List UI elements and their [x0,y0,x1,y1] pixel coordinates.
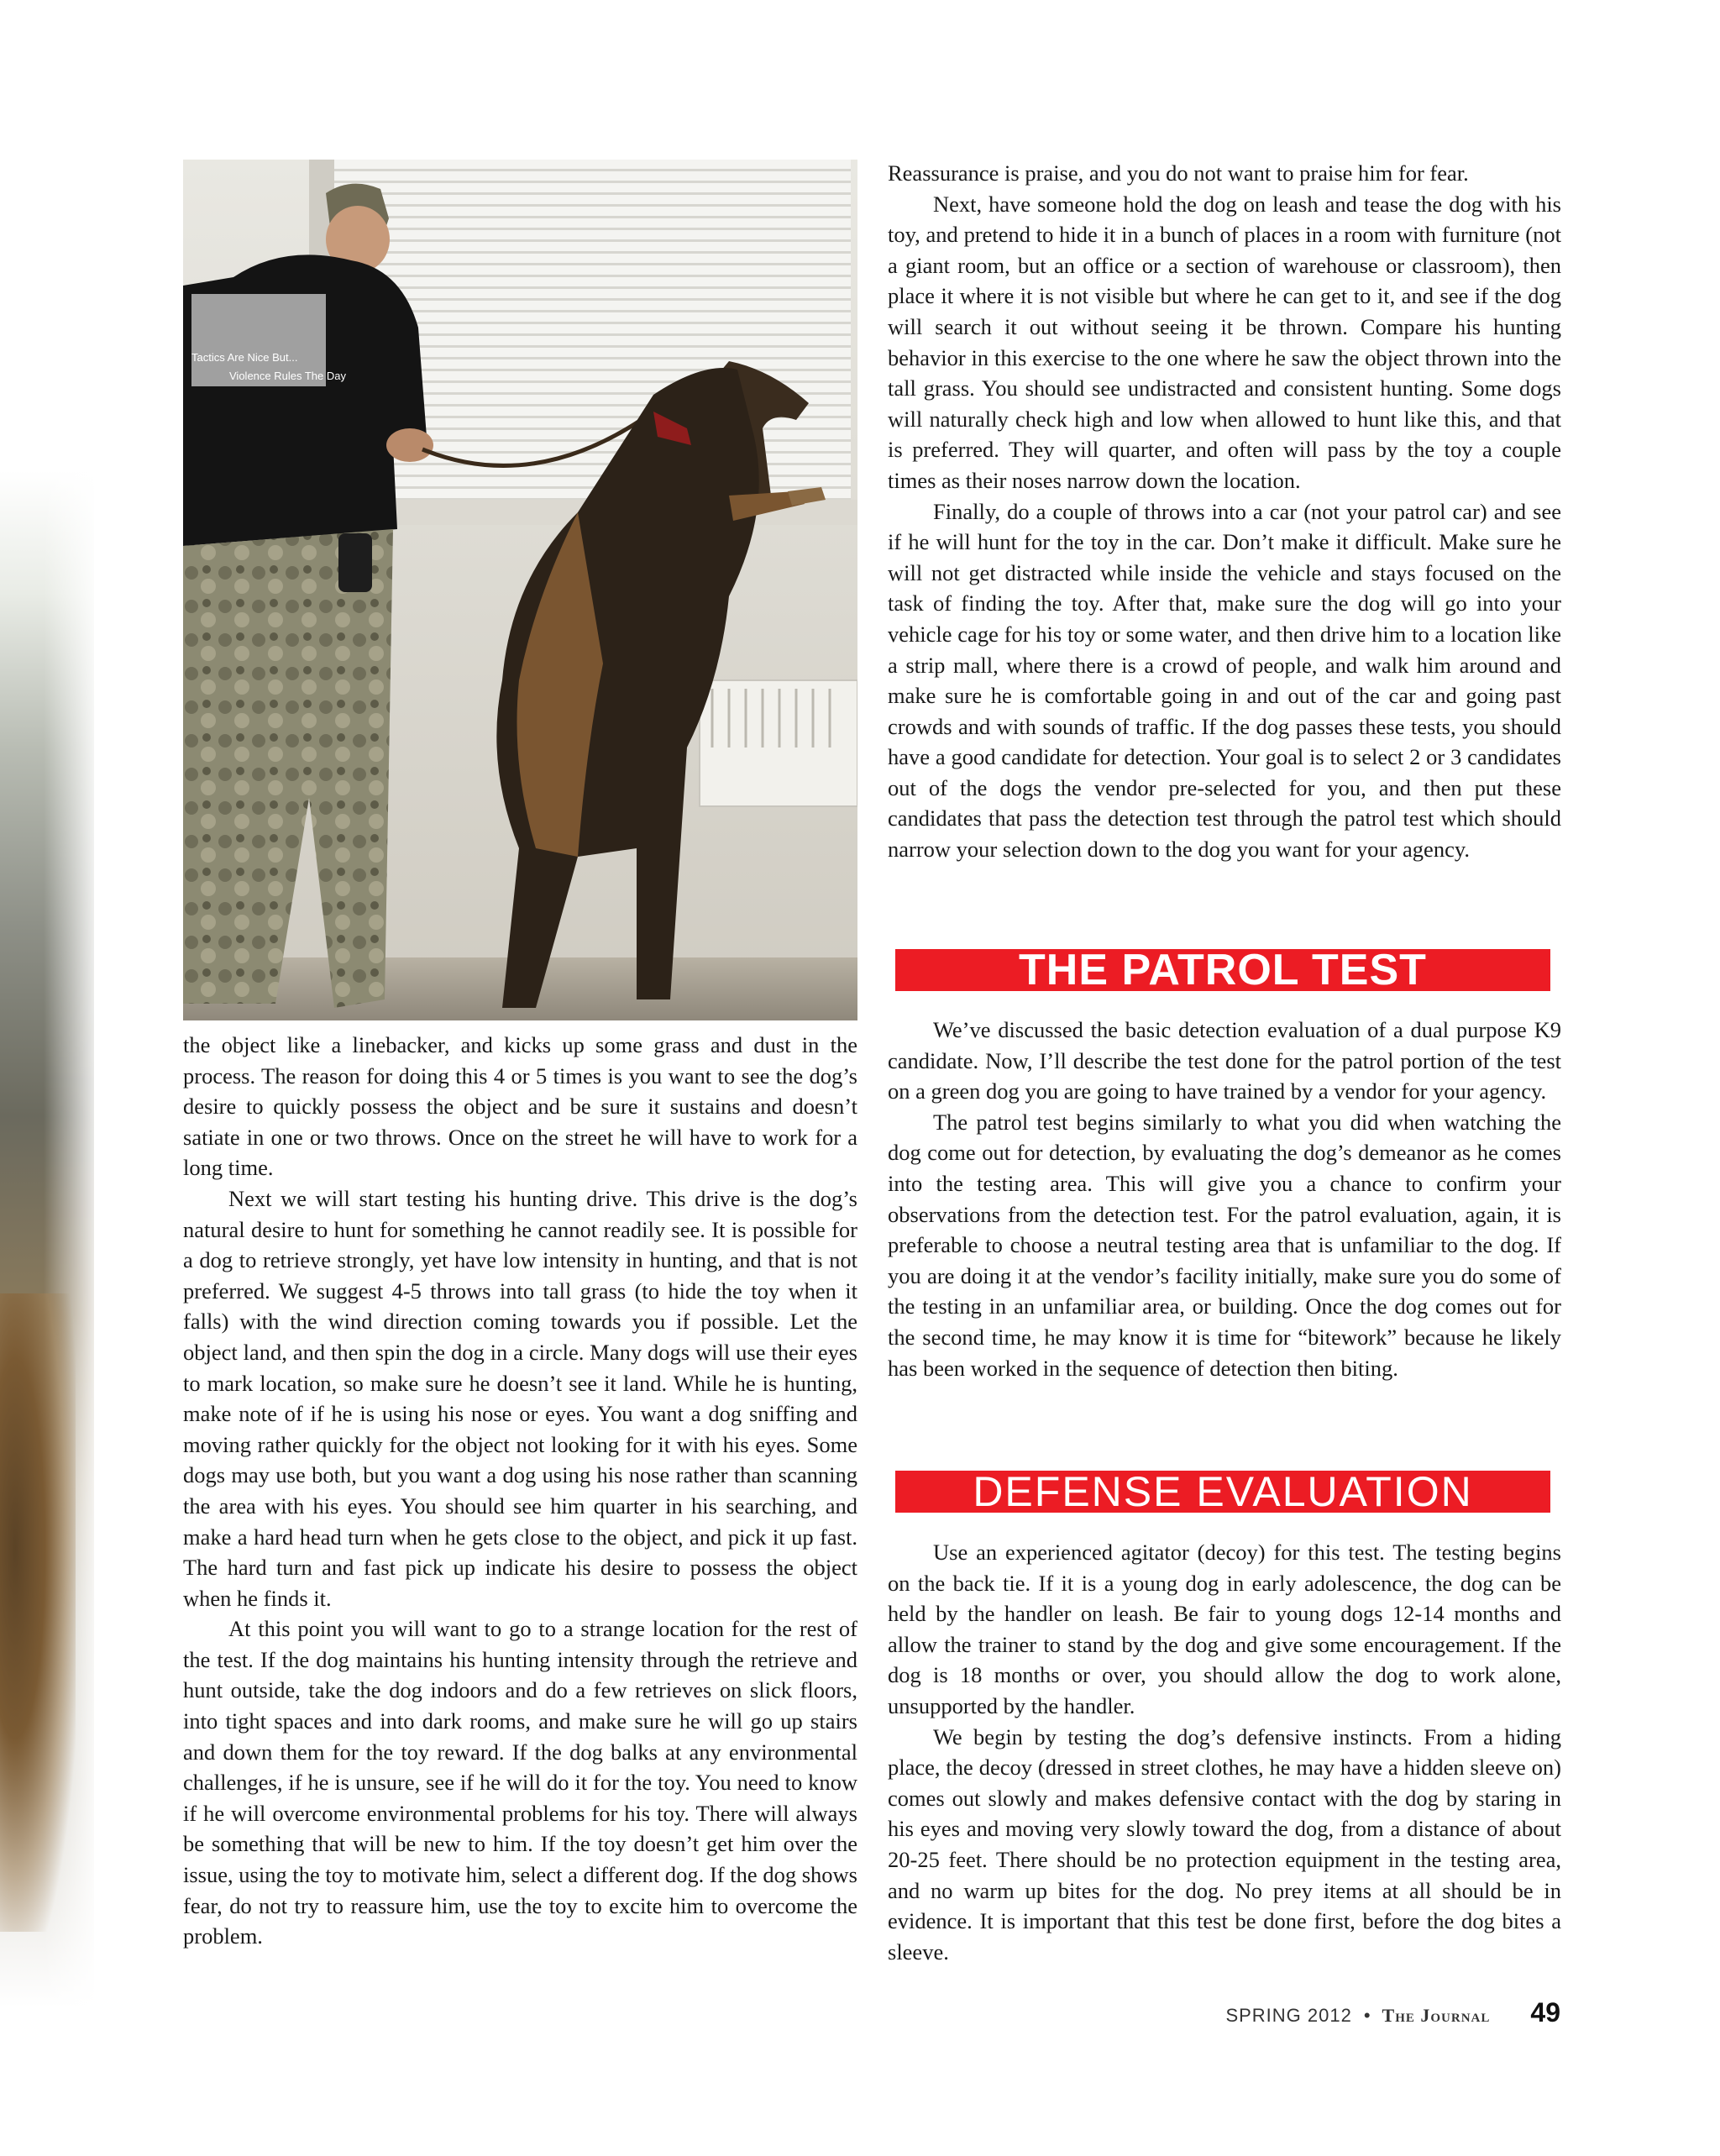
shirt-text-2: Violence Rules The Day [229,370,346,382]
right-top-paragraph-3: Finally, do a couple of throws into a car (not your patrol car) and see if he will hunt for the toy in the car. Don’t make it difficult. Make sure he will not get distracted while inside the vehicle and stays focused on the task of finding the toy. After that, make sure the dog will go into your vehicle cage for his toy or some water, and then drive him to a location like a strip mall, where there is a crowd of people, and walk him around and make sure he is comfortable going in and out of the car and going past crowds and with sounds of traffic. If the dog passes these tests, you should have a good candidate for detection. Your goal is to select 2 or 3 candidates out of the dogs the vendor pre-selected for you, and then put these candidates that pass the detection test through the patrol test which should narrow your selection down to the dog you want for your agency. [888,498,1561,863]
right-mid-paragraph-1: We’ve discussed the basic detection evaluation of a dual purpose K9 candidate. Now, I’ll describe the test done for the patrol portion of the test on a green dog you are going to have trained by a vendor for your agency. [888,1017,1561,1104]
right-top-paragraph-1: Reassurance is praise, and you do not want to praise him for fear. [888,160,1469,186]
patrol-test-heading: THE PATROL TEST [895,949,1550,991]
footer-separator: • [1363,2005,1371,2026]
background-dog-shape [0,1293,76,1932]
right-bot-paragraph-2: We begin by testing the dog’s defensive instincts. From a hiding place, the decoy (dressed in street clothes, he may have a hidden sleeve on) comes out slowly and makes defensive contact with the dog by staring in his eyes and moving very slowly toward the dog, from a distance of about 20-25 feet. There should be no protection equipment in the testing area, and no warm up bites for the dog. No prey items at all should be in evidence. It is important that this test be done first, before the dog bites a sleeve. [888,1723,1561,1965]
right-column-bottom [888,1537,1561,1967]
left-paragraph-1: the object like a linebacker, and kicks up some grass and dust in the process. The reason for doing this 4 or 5 times is you want to see the dog’s desire to quickly possess the object and be sure it sustains and doesn’t satiate in one or two throws. Once on the street he will have to work for a long time. [183,1032,857,1181]
page-footer [1225,1997,1560,2031]
left-column [183,1030,857,1952]
shirt-text-1: Tactics Are Nice But... [191,351,298,364]
left-paragraph-3: At this point you will want to go to a strange location for the rest of the test. If the dog maintains his hunting intensity through the retrieve and hunt outside, take the dog indoors and do a few retrieves on slick floors, into tight spaces and into dark rooms, and make sure he will go up stairs and down them for the toy reward. If the dog balks at any environmental challenges, if he is unsure, see if he will do it for the toy. You need to know if he will overcome environmental problems for his toy. There will always be something that will be new to him. If the toy doesn’t get him over the issue, using the toy to motivate him, select a different dog. If the dog shows fear, do not try to reassure him, use the toy to excite him to overcome the problem. [183,1616,857,1949]
article-photo [183,160,857,1020]
right-column-top [888,158,1561,865]
right-bot-paragraph-1: Use an experienced agitator (decoy) for this test. The testing begins on the back tie. If it is a young dog in early adolescence, the dog can be held by the handler on leash. Be fair to young dogs 12-14 months and allow the trainer to stand by the dog and give some encouragement. If the dog is 18 months or over, you should allow the dog to work alone, unsupported by the handler. [888,1540,1561,1718]
footer-journal-name: The Journal [1382,2005,1491,2026]
right-column-middle [888,1015,1561,1383]
footer-season: SPRING 2012 [1225,2005,1352,2026]
right-mid-paragraph-2: The patrol test begins similarly to what you did when watching the dog come out for detection, by evaluating the dog’s demeanor as he comes into the testing area. This will give you a chance to confirm your observations from the detection test. For the patrol evaluation, again, it is preferable to choose a neutral testing area that is unfamiliar to the dog. If you are doing it at the vendor’s facility initially, make sure you do some of the testing in an unfamiliar area, or building. Once the dog comes out for the second time, he may know it is time for “bitework” because he likely has been worked in the sequence of detection then biting. [888,1109,1561,1381]
left-paragraph-2: Next we will start testing his hunting drive. This drive is the dog’s natural desire to hunt for something he cannot readily see. It is possible for a dog to retrieve strongly, yet have low intensity in hunting, and that is not preferred. We suggest 4-5 throws into tall grass (to hide the toy when it falls) with the wind direction coming towards you if possible. Let the object land, and then spin the dog in a circle. Many dogs will use their eyes to mark location, so make sure he doesn’t see it land. While he is hunting, make note of if he is using his nose or eyes. You want a dog sniffing and moving rather quickly for the object not looking for it with his eyes. Some dogs may use both, but you want a dog using his nose rather than scanning the area with his eyes. You should see him quarter in his searching, and make a hard head turn when he gets close to the object, and pick it up fast. The hard turn and fast pick up indicate his desire to possess the object when he finds it. [183,1185,857,1611]
handler-and-dog-illustration [183,160,857,1020]
right-top-paragraph-2: Next, have someone hold the dog on leash and tease the dog with his toy, and pretend to hide it in a bunch of places in a room with furniture (not a giant room, but an office or a section of warehouse or classroom), then place it where it is not visible but where he can get to it, and see if the dog will search it out without seeing it be thrown. Compare his hunting behavior in this exercise to the one where he saw the object thrown into the tall grass. You should see undistracted and consistent hunting. Some dogs will naturally check high and low when allowed to hunt like this, and that is preferred. They will quarter, and often will pass by the toy a couple times as their noses narrow down the location. [888,191,1561,493]
defense-evaluation-heading: DEFENSE EVALUATION [895,1471,1550,1513]
page-number: 49 [1530,1997,1560,2027]
